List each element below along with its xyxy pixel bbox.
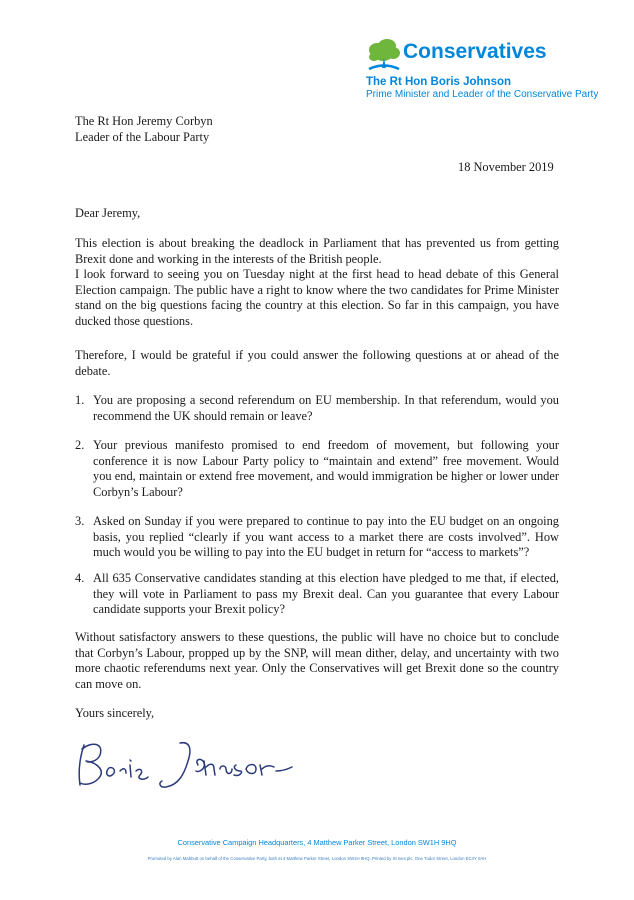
question-number: 1. [75, 393, 85, 407]
party-logo [367, 38, 567, 72]
recipient-title: Leader of the Labour Party [75, 129, 210, 144]
question-number: 4. [75, 571, 85, 585]
recipient-block [75, 114, 213, 145]
oak-tree-icon [367, 38, 401, 70]
recipient-name: The Rt Hon Jeremy Corbyn [75, 114, 213, 128]
sender-title: Prime Minister and Leader of the Conservative Party [366, 89, 599, 100]
question-text: All 635 Conservative candidates standing at this election have pledged to me that, if elected, they will vote in Parliament to pass my Brexit deal. Can you guarantee that every Labour candidate supports your Brexit policy? [93, 571, 559, 616]
letter-date: 18 November 2019 [458, 160, 554, 174]
paragraph: This election is about breaking the deadlock in Parliament that has prevented us from getting Brexit done and working in the interests of the British people. [75, 236, 559, 266]
question-number: 3. [75, 514, 85, 528]
party-name: Conservatives [403, 40, 547, 63]
footer-address: Conservative Campaign Headquarters, 4 Matthew Parker Street, London SW1H 9HQ [177, 838, 457, 847]
paragraph: I look forward to seeing you on Tuesday night at the first head to head debate of this General Election campaign. The public have a right to know where the two candidates for Prime Minister stand on the big questions facing the country at this election. So far in this campaign, you have ducked those questions. [75, 267, 559, 328]
signature-image [70, 735, 300, 800]
footer-imprint: Promoted by Alan Mabbutt on behalf of the Conservative Party, both at 4 Matthew Parker Street, London SW1H 9HQ. Printed by St Ives plc, One Tudor Street, London EC4Y 0AH [147, 856, 487, 861]
question-text: Asked on Sunday if you were prepared to continue to pay into the EU budget on an ongoing basis, you replied “clearly if you want access to a market there are costs involved”. How much would you be willing to pay into the EU budget in return for “access to markets”? [93, 514, 559, 559]
question-number: 2. [75, 438, 85, 452]
closing: Yours sincerely, [75, 706, 155, 720]
question-text: Your previous manifesto promised to end freedom of movement, but following your conference it is now Labour Party policy to “maintain and extend” free movement. Would you end, maintain or extend free movement, and would immigration be higher or lower under Corbyn’s Labour? [93, 438, 559, 499]
conclusion-paragraph: Without satisfactory answers to these questions, the public will have no choice but to conclude that Corbyn’s Labour, propped up by the SNP, will mean dither, delay, and uncertainty with two more chaotic referendums next year. Only the Conservatives will get Brexit done so the country can move on. [75, 630, 559, 691]
question-text: You are proposing a second referendum on EU membership. In that referendum, would you recommend the UK should remain or leave? [93, 393, 559, 423]
salutation: Dear Jeremy, [75, 206, 141, 220]
signature [70, 735, 300, 800]
sender-name: The Rt Hon Boris Johnson [366, 76, 512, 88]
paragraph: Therefore, I would be grateful if you could answer the following questions at or ahead of the debate. [75, 348, 559, 378]
